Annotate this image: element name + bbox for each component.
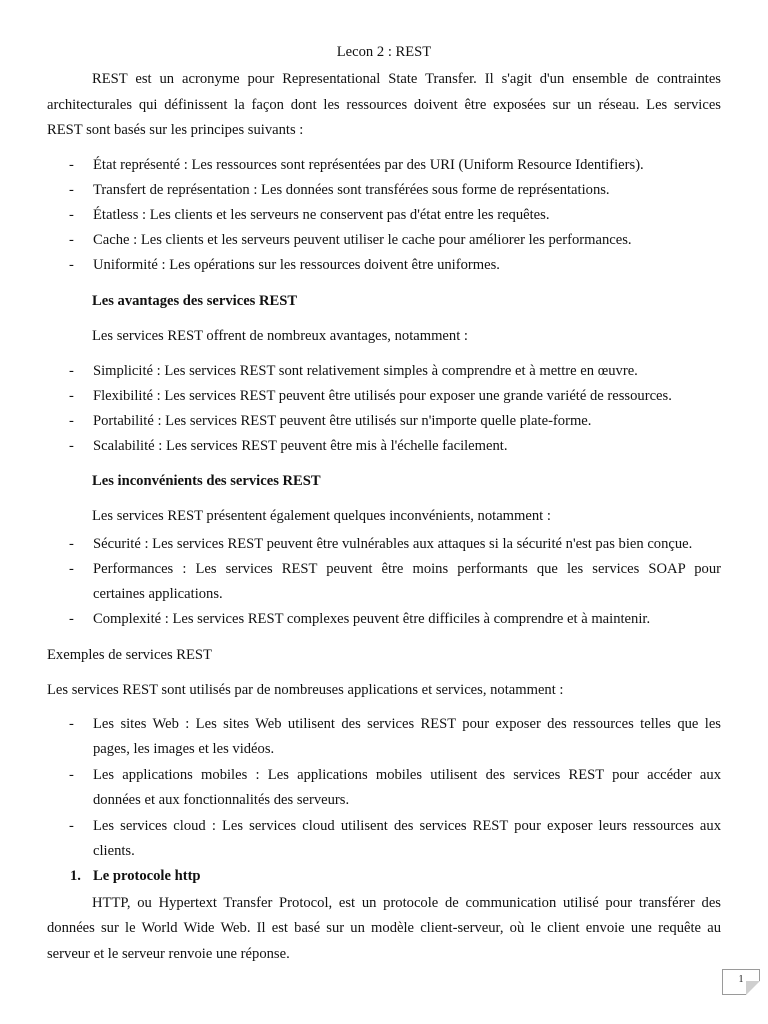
- http-line-2: données sur le World Wide Web. Il est basé sur un modèle client-serveur, où le client envoie une requête au: [47, 920, 721, 936]
- section-number: 1.: [70, 868, 81, 884]
- list-dash: -: [69, 561, 74, 577]
- examples-intro: Les services REST sont utilisés par de nombreuses applications et services, notamment :: [47, 682, 564, 698]
- intro-line-1: REST est un acronyme pour Representational State Transfer. Il s'agit d'un ensemble de contraintes: [92, 71, 721, 87]
- disadvantage-item: Sécurité : Les services REST peuvent être vulnérables aux attaques si la sécurité n'est pas bien conçue.: [93, 536, 693, 552]
- list-dash: -: [69, 611, 74, 627]
- list-dash: -: [69, 257, 74, 273]
- example-item-continued: pages, les images et les vidéos.: [93, 741, 275, 757]
- list-dash: -: [69, 818, 74, 834]
- principle-item: Uniformité : Les opérations sur les ressources doivent être uniformes.: [93, 257, 500, 273]
- advantage-item: Portabilité : Les services REST peuvent être utilisés sur n'importe quelle plate-forme.: [93, 413, 592, 429]
- http-line-1: HTTP, ou Hypertext Transfer Protocol, est un protocole de communication utilisé pour transférer des: [92, 895, 721, 911]
- principle-item: Étatless : Les clients et les serveurs ne conservent pas d'état entre les requêtes.: [93, 207, 550, 223]
- principle-item: Transfert de représentation : Les données sont transférées sous forme de représentations.: [93, 182, 610, 198]
- list-dash: -: [69, 767, 74, 783]
- list-dash: -: [69, 413, 74, 429]
- example-item: Les applications mobiles : Les applications mobiles utilisent des services REST pour accéder aux: [93, 767, 721, 783]
- list-dash: -: [69, 157, 74, 173]
- example-item-continued: clients.: [93, 843, 135, 859]
- list-dash: -: [69, 232, 74, 248]
- list-dash: -: [69, 182, 74, 198]
- list-dash: -: [69, 438, 74, 454]
- principle-item: Cache : Les clients et les serveurs peuvent utiliser le cache pour améliorer les performances.: [93, 232, 632, 248]
- list-dash: -: [69, 388, 74, 404]
- page-number-box: [722, 969, 760, 995]
- example-item: Les sites Web : Les sites Web utilisent des services REST pour exposer des ressources telles que les: [93, 716, 721, 732]
- example-item: Les services cloud : Les services cloud utilisent des services REST pour exposer leurs ressources aux: [93, 818, 721, 834]
- disadvantages-heading: Les inconvénients des services REST: [92, 473, 321, 489]
- intro-line-3: REST sont basés sur les principes suivants :: [47, 122, 304, 138]
- disadvantage-item-continued: certaines applications.: [93, 586, 223, 602]
- list-dash: -: [69, 536, 74, 552]
- advantages-heading: Les avantages des services REST: [92, 293, 298, 309]
- page-fold-corner: [746, 981, 760, 995]
- disadvantage-item: Complexité : Les services REST complexes peuvent être difficiles à comprendre et à maintenir.: [93, 611, 651, 627]
- advantage-item: Scalabilité : Les services REST peuvent être mis à l'échelle facilement.: [93, 438, 508, 454]
- principle-item: État représenté : Les ressources sont représentées par des URI (Uniform Resource Identifiers).: [93, 157, 644, 173]
- disadvantages-intro: Les services REST présentent également quelques inconvénients, notamment :: [92, 508, 551, 524]
- examples-heading: Exemples de services REST: [47, 647, 212, 663]
- advantage-item: Flexibilité : Les services REST peuvent être utilisés pour exposer une grande variété de ressources.: [93, 388, 672, 404]
- intro-line-2: architecturales qui définissent la façon dont les ressources doivent être exposées sur un réseau. Les services: [47, 97, 721, 113]
- list-dash: -: [69, 363, 74, 379]
- http-line-3: serveur et le serveur renvoie une réponse.: [47, 946, 290, 962]
- list-dash: -: [69, 716, 74, 732]
- advantages-intro: Les services REST offrent de nombreux avantages, notamment :: [92, 328, 468, 344]
- section-heading: Le protocole http: [93, 868, 201, 884]
- disadvantage-item: Performances : Les services REST peuvent être moins performants que les services SOAP pour: [93, 561, 721, 577]
- page-number: 1: [738, 974, 744, 985]
- advantage-item: Simplicité : Les services REST sont relativement simples à comprendre et à mettre en œuvre.: [93, 363, 638, 379]
- list-dash: -: [69, 207, 74, 223]
- page-title: Lecon 2 : REST: [336, 44, 432, 60]
- example-item-continued: données et aux fonctionnalités des serveurs.: [93, 792, 350, 808]
